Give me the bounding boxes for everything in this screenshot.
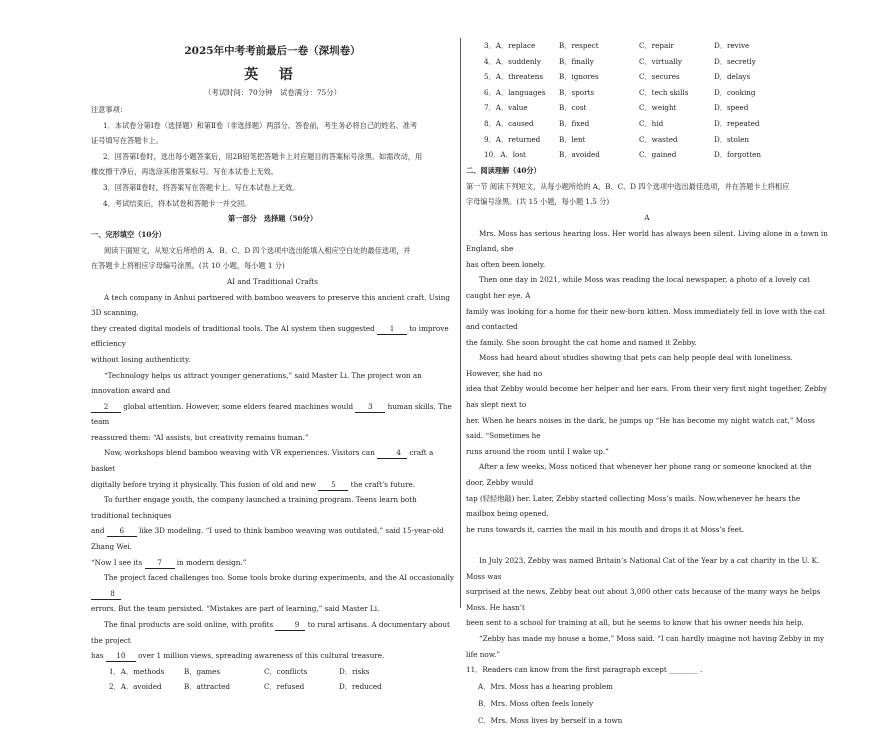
note-line: 证号填写在答题卡上。: [91, 136, 163, 146]
option-item: D．cooking: [714, 87, 756, 97]
cloze-text: to rural artisans. A documentary about the project: [91, 620, 450, 645]
cloze-line: [91, 321, 454, 352]
option-item: 3．A．replace: [484, 41, 536, 50]
option-item: 2．A．avoided: [109, 682, 162, 692]
cloze-text: To further engage youth, the company launched a training program. Teens learn both traditional techniques: [91, 495, 417, 520]
option-row: [466, 85, 828, 101]
cloze-blank: 10: [106, 650, 136, 662]
left-column: [91, 38, 454, 695]
question-11: 11．Readers can know from the first paragraph except ________ .: [466, 665, 703, 675]
note-line: 1．本试卷分第Ⅰ卷（选择题）和第Ⅱ卷（非选择题）两部分。答卷前，考生务必将自己的姓名、准考: [103, 120, 418, 130]
option-item: B．fixed: [559, 118, 590, 128]
option-row: [91, 664, 454, 680]
column-divider: [460, 38, 461, 608]
option-item: C．hid: [639, 118, 664, 128]
cloze-instructions: 阅读下面短文，从短文后所给的 A、B、C、D 四个选项中选出能填入相应空白处的最佳选项，并: [104, 245, 411, 255]
notes-heading: 注意事项：: [91, 105, 127, 114]
cloze-text: like 3D modeling. “I used to think bamboo weaving was outdated,” said 15-year-old Zhang Wei.: [91, 526, 444, 552]
cloze-line: [91, 445, 454, 476]
cloze-text: the craft’s future.: [348, 479, 416, 489]
option-item: B．finally: [559, 56, 594, 66]
option-item: D．speed: [714, 103, 749, 113]
option-item: D．revive: [714, 41, 750, 50]
choice-a: A．Mrs. Moss has a hearing problem: [478, 681, 613, 691]
option-item: B．sports: [559, 87, 595, 97]
cloze-text: The project faced challenges too. Some tools broke during experiments, and the AI occasionally: [104, 573, 454, 583]
cloze-text: craft a basket: [91, 448, 434, 474]
option-row: [466, 100, 828, 116]
reading-line: runs around the room until I wake up.”: [466, 446, 609, 456]
option-item: 6．A．languages: [484, 87, 546, 97]
choice-b: B．Mrs. Moss often feels lonely: [478, 698, 594, 708]
cloze-text: Now, workshops blend bamboo weaving with VR experiences. Visitors can: [104, 448, 378, 458]
cloze-blank: 6: [107, 525, 137, 537]
exam-meta: （考试时间：70分钟 试卷满分：75分）: [203, 88, 342, 97]
option-item: C．repair: [639, 41, 674, 50]
option-item: 8．A．caused: [484, 118, 534, 128]
option-item: 4．A．suddenly: [484, 56, 541, 66]
option-row: [466, 69, 828, 85]
cloze-line: [91, 523, 454, 554]
cloze-text: digitally before trying it physically. This fusion of old and new: [91, 479, 319, 489]
reading-line: Moss had heard about studies showing that pets can help people deal with loneliness. However, she had no: [466, 353, 793, 378]
option-item: D．reduced: [339, 682, 382, 692]
option-item: 5．A．threatens: [484, 72, 544, 82]
cloze-line: [91, 430, 454, 446]
cloze-blank: 1: [377, 323, 407, 335]
reading-line: the family. She soon brought the cat home and named it Zebby.: [466, 337, 697, 347]
note-line: 橡皮擦干净后，再选涂其他答案标号。写在本试卷上无效。: [91, 167, 278, 177]
cloze-text: “Now I see its: [91, 557, 145, 567]
cloze-line: [91, 492, 454, 523]
option-row: [466, 116, 828, 132]
cloze-text: reassured them: “AI assists, but creativity remains human.”: [91, 432, 309, 442]
option-item: D．stolen: [714, 134, 750, 144]
cloze-blank: 9: [275, 619, 305, 631]
cloze-line: [91, 399, 454, 430]
right-column: [466, 38, 828, 729]
cloze-text: to improve efficiency: [91, 323, 449, 349]
reading-line: family was looking for a home for their new-born kitten. Moss immediately fell in love with the cat and contacted: [466, 306, 826, 332]
cloze-text: they created digital models of traditional tools. The AI system then suggested: [91, 323, 377, 333]
option-item: D．secretly: [714, 56, 756, 66]
option-row: [91, 679, 454, 695]
reading-line: has often been lonely.: [466, 259, 546, 269]
cloze-text: The final products are sold online, with profits: [104, 620, 276, 629]
option-item: B．lent: [559, 134, 586, 144]
option-item: 1．A．methods: [109, 666, 165, 676]
cloze-passage: [91, 290, 454, 664]
option-row: [466, 38, 828, 54]
option-item: D．delays: [714, 72, 751, 82]
option-item: D．repeated: [714, 118, 760, 128]
passage-title: AI and Traditional Crafts: [227, 276, 318, 286]
reading-instructions: 字母编号涂黑。(共 15 小题，每小题 1.5 分): [466, 197, 610, 207]
note-line: 2．回答第Ⅰ卷时，选出每小题答案后，用2B铅笔把答题卡上对应题目的答案标号涂黑。如需改动，用: [103, 151, 423, 161]
reading-line: Then one day in 2021, while Moss was reading the local newspaper, a photo of a lovely cat caught her eye. A: [466, 275, 810, 300]
cloze-heading: 一、完形填空（10分）: [91, 229, 166, 239]
cloze-line: [91, 368, 454, 399]
cloze-text: over 1 million views, spreading awareness of this cultural treasure.: [135, 651, 385, 661]
cloze-text: errors. But the team persisted. “Mistakes are part of learning,” said Master Li.: [91, 604, 380, 614]
option-item: C．gained: [639, 150, 677, 160]
option-item: B．cost: [559, 103, 587, 113]
option-item: B．games: [184, 666, 221, 676]
option-row: [466, 54, 828, 70]
option-item: C．refused: [264, 682, 305, 692]
option-item: C．virtually: [639, 56, 682, 66]
reading-line: After a few weeks, Moss noticed that whenever her phone rang or someone knocked at the door, Zebby would: [466, 462, 812, 488]
subject-heading: 英 语: [244, 67, 301, 83]
note-line: 3．回答第Ⅱ卷时，将答案写在答题卡上。写在本试卷上无效。: [103, 182, 300, 192]
option-item: B．attracted: [184, 682, 231, 692]
option-item: C．conflicts: [264, 666, 308, 676]
reading-line: “Zebby has made my house a home,” Moss said. “I can hardly imagine not having Zebby in my life now.”: [466, 633, 825, 659]
note-line: 4．考试结束后，将本试卷和答题卡一并交回。: [103, 198, 252, 208]
option-item: B．ignores: [559, 72, 599, 82]
reading-line: he runs towards it, carries the mail in his mouth and drops it at Moss’s feet.: [466, 524, 745, 534]
cloze-text: human skills. The team: [91, 401, 452, 427]
reading-line: idea that Zebby would become her helper and her ears. From their very first night together, Zebby has slept next to: [466, 384, 828, 410]
passage-label: A: [644, 212, 650, 222]
cloze-options-right: [466, 38, 828, 163]
cloze-text: A tech company in Anhui partnered with bamboo weavers to preserve this ancient craft. Using 3D scanning,: [91, 292, 451, 318]
option-item: C．wasted: [639, 134, 678, 144]
reading-line: been sent to a school for training at all, but he seems to know that his owner needs his help.: [466, 618, 804, 628]
cloze-text: global attention. However, some elders feared machines would: [121, 401, 356, 411]
reading-instructions: 第一节 阅读下列短文，从每小题所给的 A、B、C、D 四个选项中选出最佳选项，并在答题卡上将相应: [466, 181, 790, 191]
cloze-line: [91, 290, 454, 321]
cloze-blank: 8: [91, 588, 121, 600]
option-row: [466, 132, 828, 148]
option-item: D．forgotten: [714, 150, 761, 160]
exam-title: 2025年中考考前最后一卷（深圳卷）: [184, 45, 361, 57]
reading-line: her. When he hears noises in the dark, he jumps up “He has become my night watch cat,” Moss said. “Sometimes he: [466, 415, 815, 441]
cloze-blank: 3: [355, 401, 385, 413]
cloze-blank: 2: [91, 401, 121, 413]
part-one-heading: 第一部分 选择题（50分）: [227, 214, 318, 224]
cloze-line: [91, 555, 454, 571]
cloze-blank: 7: [145, 557, 175, 569]
cloze-instructions: 在答题卡上将相应字母编号涂黑。(共 10 小题，每小题 1 分): [91, 261, 285, 271]
option-item: 10．A．lost: [484, 150, 526, 160]
reading-line: surprised at the news, Zebby beat out about 3,000 other cats because of the many ways he helps Moss. He hasn’t: [466, 587, 821, 612]
cloze-text: without losing authenticity.: [91, 354, 191, 364]
option-item: C．secures: [639, 72, 680, 82]
cloze-text: in modern design.”: [174, 557, 247, 567]
cloze-line: [91, 570, 454, 601]
reading-line: [466, 537, 828, 553]
cloze-blank: 4: [377, 447, 407, 459]
option-item: 9．A．returned: [484, 134, 541, 144]
option-item: B．avoided: [559, 150, 600, 160]
option-item: B．respect: [559, 41, 599, 50]
option-item: 7．A．value: [484, 103, 528, 113]
cloze-text: and: [91, 526, 107, 536]
reading-heading: 二、阅读理解（40分）: [466, 165, 541, 175]
reading-passage: [466, 226, 828, 663]
option-row: [466, 147, 828, 163]
cloze-line: [91, 648, 454, 664]
cloze-line: [91, 477, 454, 493]
option-item: C．tech skills: [639, 87, 689, 97]
cloze-line: [91, 352, 454, 368]
cloze-blank: 5: [318, 479, 348, 491]
option-item: D．risks: [339, 666, 370, 676]
option-item: C．weight: [639, 103, 677, 113]
cloze-text: “Technology helps us attract younger generations,” said Master Li. The project won an innovation award and: [91, 370, 422, 396]
reading-line: In July 2023, Zebby was named Britain’s National Cat of the Year by a cat charity in the U. K. Moss was: [466, 556, 820, 581]
reading-line: tap (轻轻地敲) her. Later, Zebby started collecting Moss’s mails. Now,whenever he hears the mailbox being opened,: [466, 493, 801, 519]
reading-line: Mrs. Moss has serious hearing loss. Her world has always been silent. Living alone in a town in England, she: [466, 228, 828, 254]
choice-c: C．Mrs. Moss lives by herself in a town: [478, 715, 623, 725]
cloze-options-left: [91, 664, 454, 695]
cloze-text: has: [91, 651, 106, 661]
cloze-line: [91, 617, 454, 648]
